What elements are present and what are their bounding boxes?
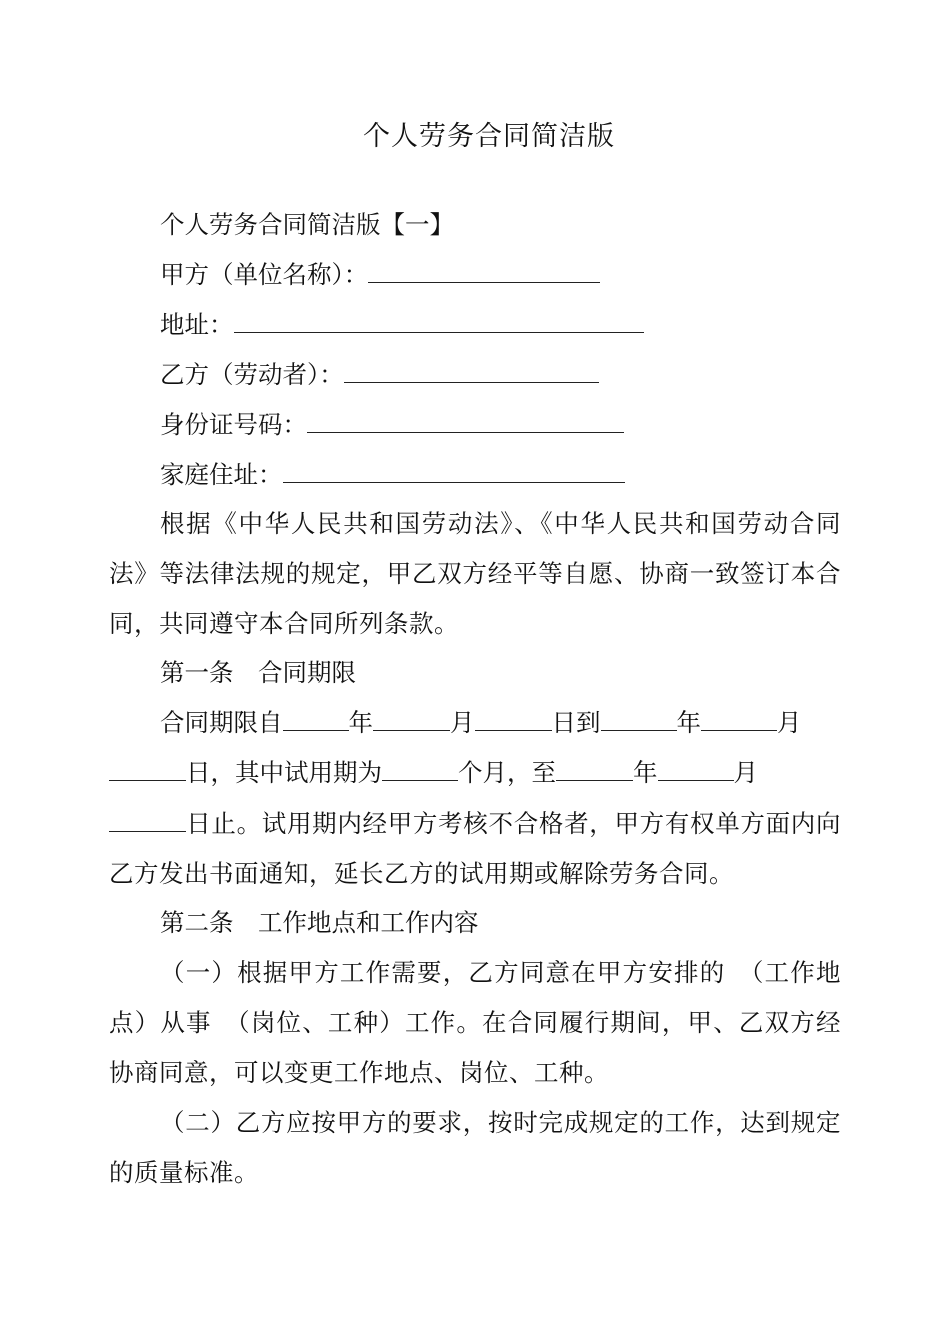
document-subtitle: 个人劳务合同简洁版【一】	[160, 210, 454, 239]
party-a-field	[160, 260, 600, 290]
year-text: 年	[676, 708, 701, 737]
article2-heading: 第二条 工作地点和工作内容	[160, 908, 479, 937]
home-address-field	[160, 460, 625, 490]
end-year-blank[interactable]	[601, 708, 677, 731]
address-blank[interactable]	[234, 310, 644, 333]
probation-end-month-blank[interactable]	[658, 758, 734, 781]
party-b-blank[interactable]	[344, 360, 599, 383]
term-rest-paragraph	[109, 799, 841, 899]
months-to-text: 个月，至	[458, 758, 556, 787]
address-label: 地址：	[160, 310, 234, 339]
term-line-2	[109, 758, 758, 788]
party-b-field	[160, 360, 599, 390]
probation-text: 日，其中试用期为	[186, 758, 382, 787]
year-text: 年	[633, 758, 658, 787]
term-rest-text: 日止。试用期内经甲方考核不合格者，甲方有权单方面内向乙方发出书面通知，延长乙方的试用期或解除劳务合同。	[109, 809, 841, 888]
probation-end-day-blank[interactable]	[109, 809, 186, 832]
party-a-label: 甲方（单位名称）：	[160, 260, 369, 289]
start-day-blank[interactable]	[475, 708, 552, 731]
month-text: 月	[777, 708, 802, 737]
id-number-label: 身份证号码：	[160, 410, 307, 439]
start-month-blank[interactable]	[373, 708, 450, 731]
intro-paragraph: 根据《中华人民共和国劳动法》、《中华人民共和国劳动合同法》等法律法规的规定，甲乙双方经平等自愿、协商一致签订本合同，共同遵守本合同所列条款。	[109, 509, 841, 638]
id-number-field	[160, 410, 624, 440]
article2-clause2: （二）乙方应按甲方的要求，按时完成规定的工作，达到规定的质量标准。	[109, 1108, 841, 1187]
end-day-blank[interactable]	[109, 758, 186, 781]
document-title: 个人劳务合同简洁版	[363, 121, 615, 152]
term-line-1	[160, 708, 802, 738]
party-a-blank[interactable]	[368, 260, 600, 283]
id-number-blank[interactable]	[307, 410, 624, 433]
year-text: 年	[348, 708, 373, 737]
probation-months-blank[interactable]	[382, 758, 458, 781]
probation-end-year-blank[interactable]	[556, 758, 633, 781]
term-start-text: 合同期限自	[160, 708, 283, 737]
article2-clause1: （一）根据甲方工作需要，乙方同意在甲方安排的 （工作地点）从事 （岗位、工种）工作。在合同履行期间，甲、乙双方经协商同意，可以变更工作地点、岗位、工种。	[109, 958, 841, 1087]
day-to-text: 日到	[551, 708, 601, 737]
party-b-label: 乙方（劳动者）：	[160, 360, 344, 389]
home-address-blank[interactable]	[283, 460, 625, 483]
month-text: 月	[450, 708, 475, 737]
home-address-label: 家庭住址：	[160, 460, 283, 489]
article1-heading: 第一条 合同期限	[160, 658, 356, 687]
address-field	[160, 310, 644, 340]
start-year-blank[interactable]	[283, 708, 349, 731]
month-text: 月	[733, 758, 758, 787]
end-month-blank[interactable]	[701, 708, 777, 731]
